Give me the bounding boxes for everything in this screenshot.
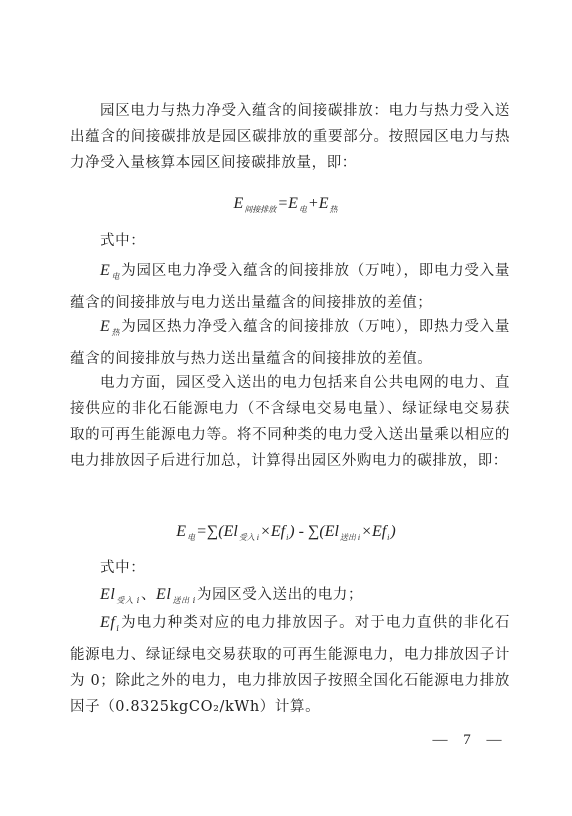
def-ef-text: 为电力种类对应的电力排放因子。对于电力直供的非化石能源电力、绿证绿电交易获取的可再生能源电力，电力排放因子计为 0；除此之外的电力，电力排放因子按照全国化石能源电力排放因子（0.8325kgCO₂/kWh）计算。 <box>70 615 510 715</box>
def-e-heat-subscript: 热 <box>111 328 121 337</box>
def-e-heat-text: 为园区热力净受入蕴含的间接排放（万吨），即热力受入量蕴含的间接排放与热力送出量蕴含的间接排放的差值。 <box>70 319 510 367</box>
definition-e-electricity <box>70 258 510 316</box>
definition-ef <box>70 610 510 720</box>
eq2-times-ef-1: ×Ef <box>260 523 286 540</box>
eq1-lhs-subscript: 间接排放 <box>244 205 277 214</box>
paragraph-indirect-emission-intro: 园区电力与热力净受入蕴含的间接碳排放：电力与热力受入送出蕴含的间接碳排放是园区碳排放的重要部分。按照园区电力与热力净受入量核算本园区间接碳排放量，即： <box>70 103 510 171</box>
def-el-text: 为园区受入送出的电力； <box>196 587 364 603</box>
equation-electricity-emission <box>0 523 572 543</box>
def-el-symbol-out: El <box>156 586 172 603</box>
def-e-elec-symbol: E <box>100 262 111 279</box>
eq2-close: ) <box>390 523 396 540</box>
eq1-lhs: E <box>233 195 244 212</box>
eq1-term1-subscript: 电 <box>298 205 307 214</box>
def-e-elec-subscript: 电 <box>111 272 121 281</box>
def-e-heat-symbol: E <box>100 318 111 335</box>
eq1-plus: + <box>307 195 319 212</box>
paragraph-electricity-purchase: 电力方面，园区受入送出的电力包括来自公共电网的电力、直接供应的非化石能源电力（不含绿电交易电量）、绿证绿电交易获取的可再生能源电力等。将不同种类的电力受入送出量乘以相应的电力排放因子后进行加总，计算得出园区外购电力的碳排放，即： <box>70 375 510 469</box>
equation-indirect-emission <box>0 195 572 215</box>
def-ef-subscript: i <box>116 624 120 633</box>
where-label-2: 式中： <box>100 560 146 576</box>
eq2-i-2: i <box>387 533 390 542</box>
eq2-sum-in: =∑(El <box>196 523 238 540</box>
eq2-lhs-subscript: 电 <box>187 533 196 542</box>
eq1-term2: E <box>318 195 329 212</box>
eq2-times-ef-2: ×Ef <box>361 523 387 540</box>
def-ef-symbol: Ef <box>100 614 116 631</box>
eq2-sub-out: 送出 i <box>339 533 361 542</box>
page-number: — 7 — <box>432 732 508 748</box>
eq2-minus-sum-out: ) - ∑(El <box>289 523 339 540</box>
eq2-i-1: i <box>286 533 289 542</box>
eq2-lhs: E <box>176 523 187 540</box>
eq1-equals: = <box>277 195 289 212</box>
eq1-term1: E <box>288 195 298 212</box>
eq1-term2-subscript: 热 <box>329 205 338 214</box>
definition-e-heat <box>70 314 510 372</box>
def-e-elec-text: 为园区电力净受入蕴含的间接排放（万吨），即电力受入量蕴含的间接排放与电力送出量蕴含的间接排放的差值； <box>70 263 510 311</box>
where-label-1: 式中： <box>100 233 146 249</box>
def-el-symbol-in: El <box>100 586 116 603</box>
def-el-subscript-in: 受入 i <box>116 596 140 605</box>
def-el-subscript-out: 送出 i <box>172 596 196 605</box>
def-el-separator: 、 <box>140 587 157 603</box>
eq2-sub-in: 受入 i <box>238 533 260 542</box>
